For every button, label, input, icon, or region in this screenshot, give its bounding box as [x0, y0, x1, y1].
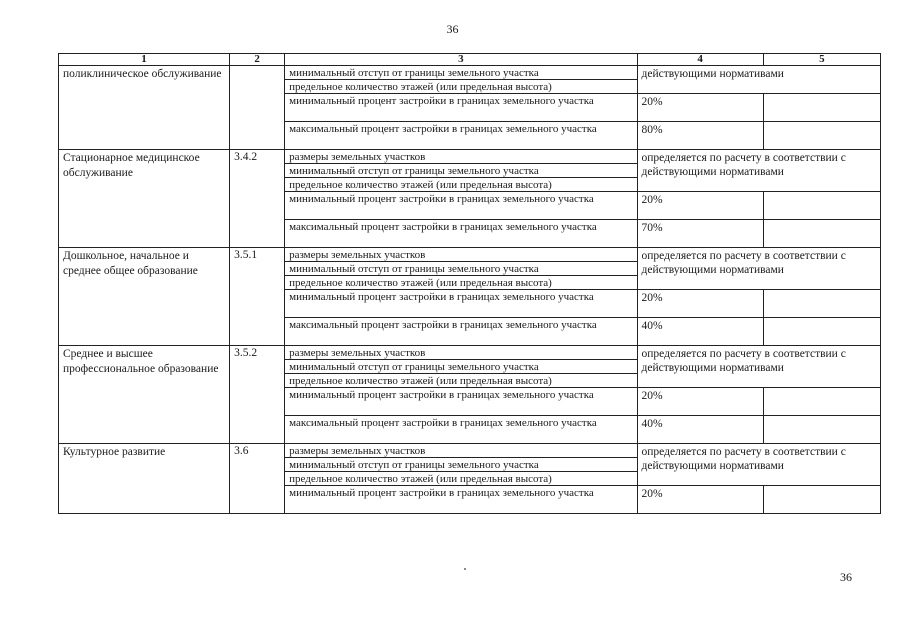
- parameter-cell: предельное количество этажей (или предельная высота): [285, 276, 637, 290]
- zoning-parameters-table: [58, 53, 881, 514]
- empty-column-5-cell: [763, 486, 880, 514]
- parameter-cell: минимальный процент застройки в границах земельного участка: [285, 192, 637, 220]
- column-header-4: 4: [637, 54, 763, 66]
- group-name-cell: Среднее и высшее профессиональное образование: [59, 346, 230, 444]
- group-name-cell: Стационарное медицинское обслуживание: [59, 150, 230, 248]
- parameter-cell: размеры земельных участков: [285, 346, 637, 360]
- group-name-cell: Культурное развитие: [59, 444, 230, 514]
- shared-value-cell: действующими нормативами: [637, 66, 880, 94]
- value-cell: 20%: [637, 388, 763, 416]
- value-cell: 40%: [637, 318, 763, 346]
- parameter-cell: максимальный процент застройки в границах земельного участка: [285, 416, 637, 444]
- empty-column-5-cell: [763, 318, 880, 346]
- parameter-cell: предельное количество этажей (или предельная высота): [285, 178, 637, 192]
- parameter-cell: минимальный отступ от границы земельного участка: [285, 66, 637, 80]
- value-cell: 20%: [637, 94, 763, 122]
- table-row: [59, 150, 881, 164]
- empty-column-5-cell: [763, 220, 880, 248]
- shared-value-cell: определяется по расчету в соответствии с действующими нормативами: [637, 248, 880, 290]
- column-header-1: 1: [59, 54, 230, 66]
- value-cell: 20%: [637, 290, 763, 318]
- page-number-bottom: 36: [840, 570, 852, 584]
- table-row: [59, 248, 881, 262]
- parameter-cell: максимальный процент застройки в границах земельного участка: [285, 220, 637, 248]
- parameter-cell: предельное количество этажей (или предельная высота): [285, 374, 637, 388]
- column-header-3: 3: [285, 54, 637, 66]
- parameter-cell: минимальный отступ от границы земельного участка: [285, 164, 637, 178]
- empty-column-5-cell: [763, 192, 880, 220]
- shared-value-cell: определяется по расчету в соответствии с действующими нормативами: [637, 444, 880, 486]
- parameter-cell: максимальный процент застройки в границах земельного участка: [285, 318, 637, 346]
- empty-column-5-cell: [763, 416, 880, 444]
- group-code-cell: 3.5.2: [230, 346, 285, 444]
- parameter-cell: размеры земельных участков: [285, 444, 637, 458]
- parameter-cell: минимальный отступ от границы земельного участка: [285, 360, 637, 374]
- group-name-cell: Дошкольное, начальное и среднее общее образование: [59, 248, 230, 346]
- parameter-cell: минимальный процент застройки в границах земельного участка: [285, 388, 637, 416]
- column-header-5: 5: [763, 54, 880, 66]
- value-cell: 70%: [637, 220, 763, 248]
- page-number-top: 36: [446, 22, 459, 36]
- group-name-cell: поликлиническое обслуживание: [59, 66, 230, 150]
- value-cell: 40%: [637, 416, 763, 444]
- header-row: [59, 54, 881, 66]
- value-cell: 20%: [637, 192, 763, 220]
- group-code-cell: [230, 66, 285, 150]
- group-code-cell: 3.5.1: [230, 248, 285, 346]
- parameter-cell: минимальный отступ от границы земельного участка: [285, 458, 637, 472]
- parameter-cell: минимальный процент застройки в границах земельного участка: [285, 486, 637, 514]
- parameter-cell: минимальный процент застройки в границах земельного участка: [285, 94, 637, 122]
- value-cell: 20%: [637, 486, 763, 514]
- column-header-2: 2: [230, 54, 285, 66]
- parameter-cell: минимальный процент застройки в границах земельного участка: [285, 290, 637, 318]
- shared-value-cell: определяется по расчету в соответствии с действующими нормативами: [637, 150, 880, 192]
- table-row: [59, 444, 881, 458]
- empty-column-5-cell: [763, 94, 880, 122]
- parameter-cell: максимальный процент застройки в границах земельного участка: [285, 122, 637, 150]
- group-code-cell: 3.6: [230, 444, 285, 514]
- group-code-cell: 3.4.2: [230, 150, 285, 248]
- table-row: [59, 66, 881, 80]
- parameter-cell: минимальный отступ от границы земельного участка: [285, 262, 637, 276]
- empty-column-5-cell: [763, 388, 880, 416]
- parameter-cell: размеры земельных участков: [285, 150, 637, 164]
- table-body: [59, 66, 881, 514]
- parameter-cell: размеры земельных участков: [285, 248, 637, 262]
- shared-value-cell: определяется по расчету в соответствии с действующими нормативами: [637, 346, 880, 388]
- empty-column-5-cell: [763, 290, 880, 318]
- value-cell: 80%: [637, 122, 763, 150]
- scan-speck: [464, 568, 466, 570]
- parameter-cell: предельное количество этажей (или предельная высота): [285, 80, 637, 94]
- table-row: [59, 346, 881, 360]
- parameter-cell: предельное количество этажей (или предельная высота): [285, 472, 637, 486]
- empty-column-5-cell: [763, 122, 880, 150]
